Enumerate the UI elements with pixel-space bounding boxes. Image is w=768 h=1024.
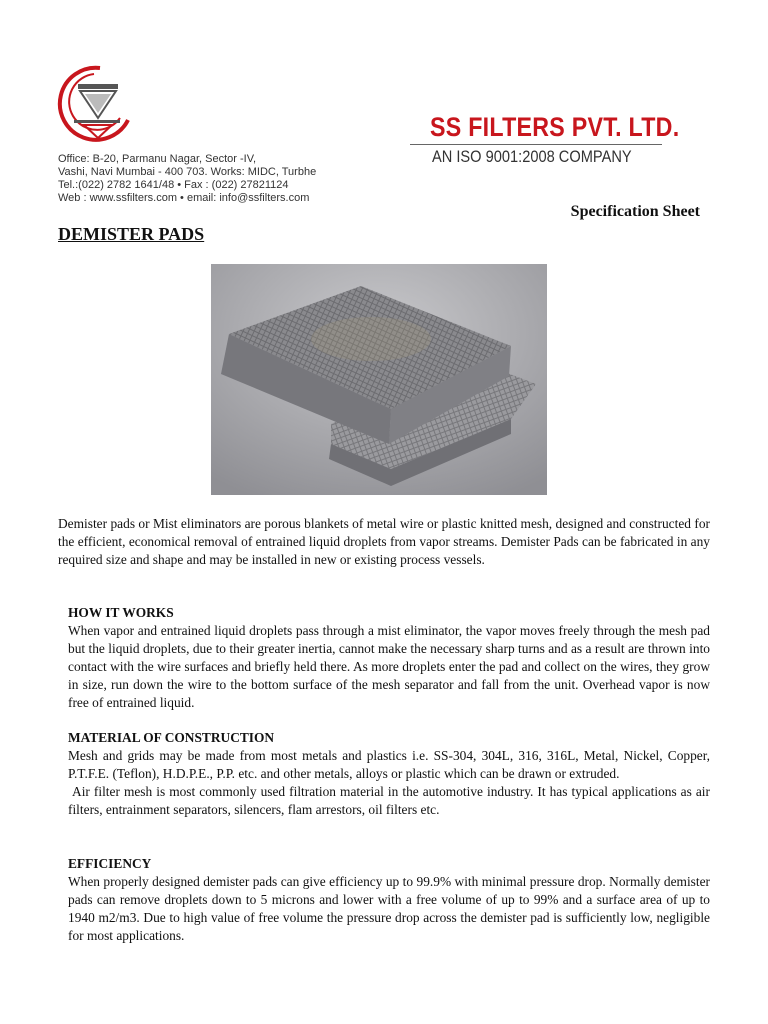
intro-paragraph: Demister pads or Mist eliminators are porous blankets of metal wire or plastic knitted mesh, designed and constructed for the efficient, economical removal of entrained liquid droplets from vapor streams. Demister Pads can be fabricated in any required size and shape and may be installed in new or existing process vessels. bbox=[58, 516, 710, 567]
section-text: Air filter mesh is most commonly used filtration material in the automotive industry. It has typical applications as air filters, entrainment separators, silencers, flam arrestors, oil filters etc. bbox=[68, 784, 710, 817]
spec-sheet-label: Specification Sheet bbox=[570, 203, 700, 220]
section-heading: EFFICIENCY bbox=[68, 856, 152, 871]
company-address bbox=[58, 153, 316, 205]
address-line: Tel.:(022) 2782 1641/48 • Fax : (022) 27821124 bbox=[58, 179, 289, 191]
ss-filters-logo-icon bbox=[54, 62, 134, 146]
address-line: Web : www.ssfilters.com • email: info@ssfilters.com bbox=[58, 192, 310, 204]
section-heading: HOW IT WORKS bbox=[68, 605, 174, 620]
company-tagline: AN ISO 9001:2008 COMPANY bbox=[432, 147, 632, 166]
address-line: Office: B-20, Parmanu Nagar, Sector -IV, bbox=[58, 153, 257, 165]
page-title: DEMISTER PADS bbox=[58, 224, 205, 244]
section-text: Mesh and grids may be made from most metals and plastics i.e. SS-304, 304L, 316, 316L, Metal, Nickel, Copper, P.T.F.E. (Teflon), H.D.P.E., P.P. etc. and other metals, alloys or plastic which can be drawn or extruded. bbox=[68, 748, 710, 781]
section-how-it-works bbox=[68, 604, 710, 712]
company-name: SS FILTERS PVT. LTD. bbox=[430, 112, 680, 142]
demister-pads-photo bbox=[211, 264, 547, 495]
section-heading: MATERIAL OF CONSTRUCTION bbox=[68, 730, 275, 745]
section-text: When vapor and entrained liquid droplets pass through a mist eliminator, the vapor moves freely through the mesh pad but the liquid droplets, due to their greater inertia, cannot make the necessary sharp turns and as a result are thrown into contact with the wire surfaces and briefly held there. As more droplets enter the pad and collect on the wires, they grow in size, run down the wire to the bottom surface of the mesh separator and fall from the unit. Overhead vapor is now free of entrained liquid. bbox=[68, 623, 710, 710]
section-text: When properly designed demister pads can give efficiency up to 99.9% with minimal pressure drop. Normally demister pads can remove droplets down to 5 microns and lower with a free volume of up to 99% and a surface area of up to 1940 m2/m3. Due to high value of free volume the pressure drop across the demister pad is sufficiently low, negligible for most applications. bbox=[68, 874, 710, 943]
header-divider bbox=[410, 144, 662, 145]
section-efficiency bbox=[68, 855, 710, 945]
address-line: Vashi, Navi Mumbai - 400 703. Works: MIDC, Turbhe bbox=[58, 166, 317, 178]
section-material bbox=[68, 729, 710, 819]
